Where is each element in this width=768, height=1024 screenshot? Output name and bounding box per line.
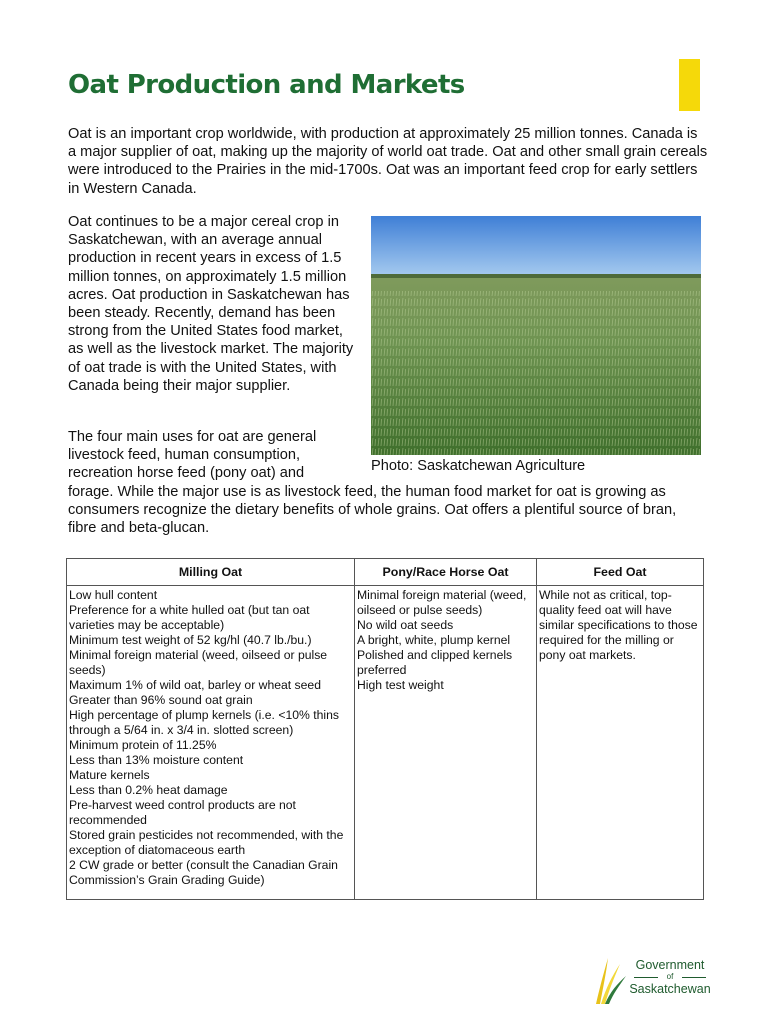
table-row: [67, 586, 704, 900]
list-item: Less than 0.2% heat damage: [69, 783, 228, 797]
milling-oat-cell: [67, 586, 355, 900]
list-item: 2 CW grade or better (consult the Canadian Grain Commission’s Grain Grading Guide): [69, 858, 338, 887]
uses-paragraph-end: forage. While the major use is as livestock feed, the human food market for oat is growing as consumers recognize the dietary benefits of whole grains. Oat offers a plentiful source of bran, fibre and beta-glucan.: [68, 484, 677, 537]
list-item: Pre-harvest weed control products are not recommended: [69, 798, 296, 827]
list-item: Minimum protein of 11.25%: [69, 738, 217, 752]
saskatchewan-paragraph: Oat continues to be a major cereal crop in Saskatchewan, with an average annual production in recent years in excess of 1.5 million tonnes, on approximately 1.5 million acres. Oat production in Saskatchewan has been steady. Recently, demand has been strong from the United States food market, as well as the livestock market. The majority of oat trade is with the United States, with Canada being their major supplier.: [68, 214, 354, 394]
list-item: Polished and clipped kernels preferred: [357, 648, 513, 677]
uses-paragraph-start: The four main uses for oat are general livestock feed, human consumption, recreation horse feed (pony oat) and: [68, 429, 317, 482]
list-item: Greater than 96% sound oat grain: [69, 693, 253, 707]
header-feed-oat: Feed Oat: [537, 559, 704, 586]
oat-specifications-table: [66, 558, 704, 900]
list-item: Minimal foreign material (weed, oilseed or pulse seeds): [357, 588, 527, 617]
pony-oat-cell: [355, 586, 537, 900]
list-item: Maximum 1% of wild oat, barley or wheat seed: [69, 678, 321, 692]
header-pony-oat: Pony/Race Horse Oat: [355, 559, 537, 586]
feed-oat-cell: [537, 586, 704, 900]
photo-caption: Photo: Saskatchewan Agriculture: [371, 458, 586, 474]
list-item: Mature kernels: [69, 768, 150, 782]
intro-paragraph: Oat is an important crop worldwide, with production at approximately 25 million tonnes. Canada is a major supplier of oat, making up the majority of world oat trade. Oat and other small grain cereals were introduced to the Prairies in the mid-1700s. Oat was an important feed crop for early settlers in Western Canada.: [68, 126, 708, 197]
accent-bar: [679, 59, 700, 111]
wheat-sheaf-icon: [590, 954, 630, 1006]
list-item: Minimum test weight of 52 kg/hl (40.7 lb./bu.): [69, 633, 312, 647]
list-item: No wild oat seeds: [357, 618, 454, 632]
page-title: Oat Production and Markets: [68, 70, 465, 100]
logo-line-saskatchewan: Saskatchewan: [629, 982, 711, 996]
list-item: While not as critical, top-quality feed oat will have similar specifications to those required for the milling or pony oat markets.: [539, 588, 698, 662]
government-of-saskatchewan-logo: [590, 954, 710, 1006]
list-item: Low hull content: [69, 588, 158, 602]
list-item: High percentage of plump kernels (i.e. <10% thins through a 5/64 in. x 3/4 in. slotted screen): [69, 708, 339, 737]
header-milling-oat: Milling Oat: [67, 559, 355, 586]
list-item: A bright, white, plump kernel: [357, 633, 511, 647]
oat-field-photo: [371, 216, 701, 455]
logo-line-government: Government: [635, 958, 705, 972]
list-item: Less than 13% moisture content: [69, 753, 244, 767]
list-item: Minimal foreign material (weed, oilseed or pulse seeds): [69, 648, 328, 677]
list-item: Preference for a white hulled oat (but tan oat varieties may be acceptable): [69, 603, 310, 632]
logo-line-of: of: [628, 972, 712, 982]
list-item: Stored grain pesticides not recommended, with the exception of diatomaceous earth: [69, 828, 344, 857]
table-header-row: [67, 559, 704, 586]
list-item: High test weight: [357, 678, 444, 692]
